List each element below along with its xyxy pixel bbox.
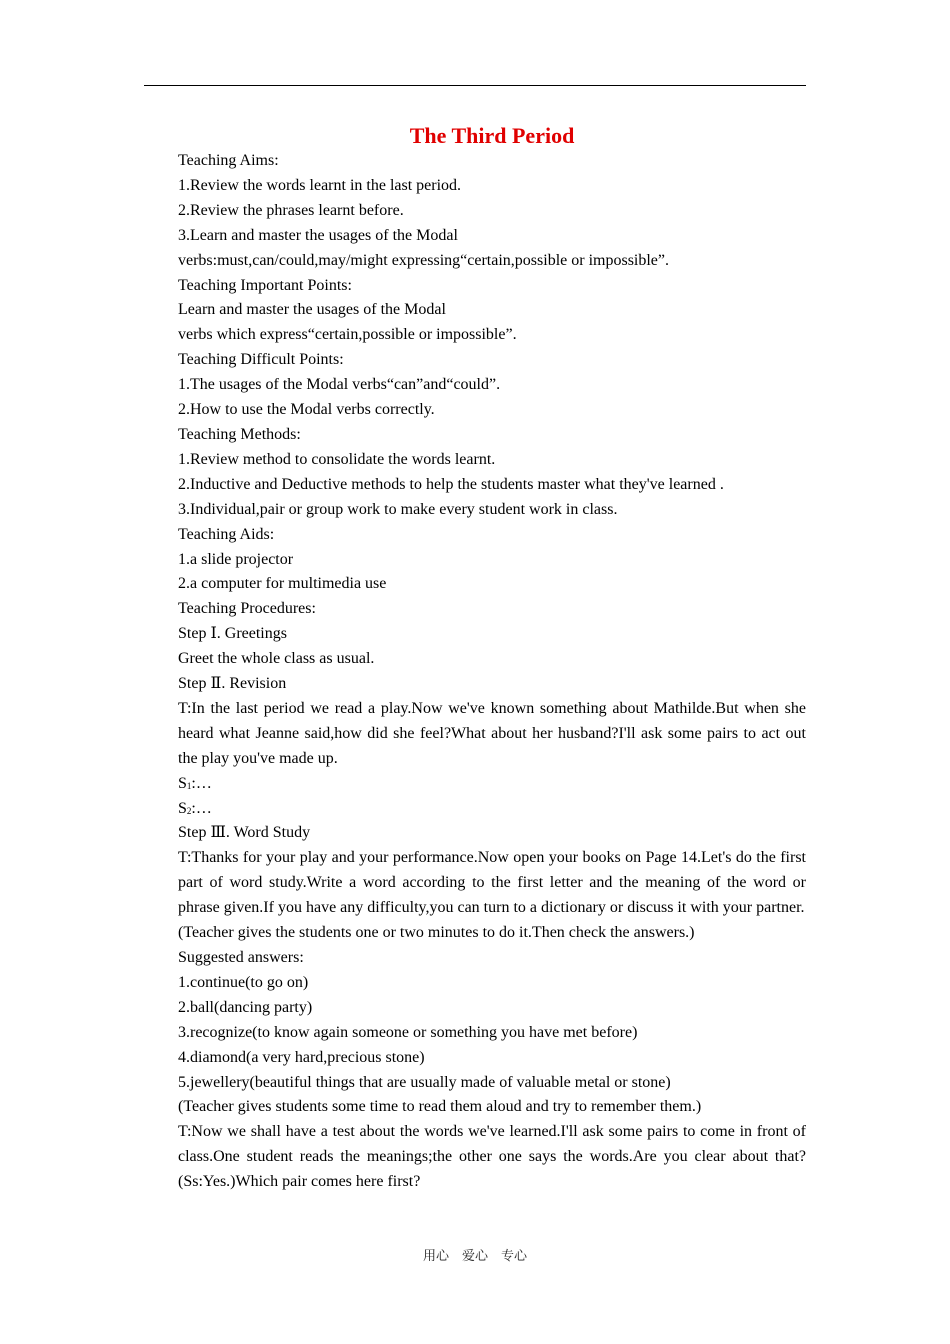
answer-item: 1.continue(to go on)	[178, 973, 309, 991]
step-heading-word-study: Step Ⅲ. Word Study	[178, 824, 311, 842]
student-line-s1	[178, 772, 806, 797]
speaker-subscript: 1	[186, 780, 192, 791]
text-line: 1.Review method to consolidate the words learnt.	[178, 450, 496, 468]
step-heading-greetings: Step Ⅰ. Greetings	[178, 625, 287, 643]
speaker-subscript: 2	[186, 805, 192, 816]
text-line: 3.Learn and master the usages of the Modal	[178, 226, 458, 244]
text-line: Learn and master the usages of the Modal	[178, 301, 446, 319]
text-line: 2.Review the phrases learnt before.	[178, 201, 404, 219]
student-line-s2	[178, 797, 806, 822]
answer-item: 2.ball(dancing party)	[178, 998, 313, 1016]
section-heading-difficult-points: Teaching Difficult Points:	[178, 351, 344, 369]
document-body	[178, 149, 806, 1195]
paragraph: T:Now we shall have a test about the words we've learned.I'll ask some pairs to come in front of class.One student reads the meanings;the other one says the words.Are you clear about that?(Ss:Yes.)Which pair comes here first?	[178, 1123, 806, 1191]
answer-item: 5.jewellery(beautiful things that are usually made of valuable metal or stone)	[178, 1073, 671, 1091]
text-line: (Teacher gives the students one or two minutes to do it.Then check the answers.)	[178, 924, 695, 942]
text-line: verbs:must,can/could,may/might expressing“certain,possible or impossible”.	[178, 251, 670, 269]
section-heading-procedures: Teaching Procedures:	[178, 600, 316, 618]
page-footer: 用心 爱心 专心	[422, 1249, 527, 1264]
text-line: Greet the whole class as usual.	[178, 650, 375, 668]
step-heading-revision: Step Ⅱ. Revision	[178, 675, 287, 693]
text-line: (Teacher gives students some time to read them aloud and try to remember them.)	[178, 1098, 702, 1116]
section-heading-aids: Teaching Aids:	[178, 525, 275, 543]
text-line: 2.Inductive and Deductive methods to help the students master what they've learned .	[178, 475, 724, 493]
section-heading-aims: Teaching Aims:	[178, 152, 279, 169]
answer-item: 4.diamond(a very hard,precious stone)	[178, 1048, 425, 1066]
speaker-text: :…	[191, 774, 212, 792]
speaker-text: :…	[191, 799, 212, 817]
text-line: 2.a computer for multimedia use	[178, 575, 387, 593]
section-heading-important-points: Teaching Important Points:	[178, 276, 352, 294]
section-heading-methods: Teaching Methods:	[178, 425, 301, 443]
text-line: 1.a slide projector	[178, 550, 294, 568]
speaker-label: S	[178, 799, 187, 817]
speaker-label: S	[178, 774, 187, 792]
text-line: verbs which express“certain,possible or impossible”.	[178, 326, 517, 344]
paragraph: T:In the last period we read a play.Now we've known something about Mathilde.But when she heard what Jeanne said,how did she feel?What about her husband?I'll ask some pairs to act out the play you've made up.	[178, 699, 806, 767]
page-title: The Third Period	[409, 123, 575, 148]
text-line: 2.How to use the Modal verbs correctly.	[178, 401, 435, 419]
text-line: Suggested answers:	[178, 949, 304, 966]
text-line: 1.The usages of the Modal verbs“can”and“could”.	[178, 376, 501, 394]
text-line: 3.Individual,pair or group work to make every student work in class.	[178, 500, 618, 518]
text-line: 1.Review the words learnt in the last period.	[178, 176, 462, 194]
paragraph: T:Thanks for your play and your performance.Now open your books on Page 14.Let's do the first part of word study.Write a word according to the first letter and the meaning of the word or phrase given.If you have any difficulty,you can turn to a dictionary or discuss it with your partner.	[178, 849, 806, 917]
answer-item: 3.recognize(to know again someone or something you have met before)	[178, 1023, 638, 1041]
header-rule	[144, 85, 806, 86]
